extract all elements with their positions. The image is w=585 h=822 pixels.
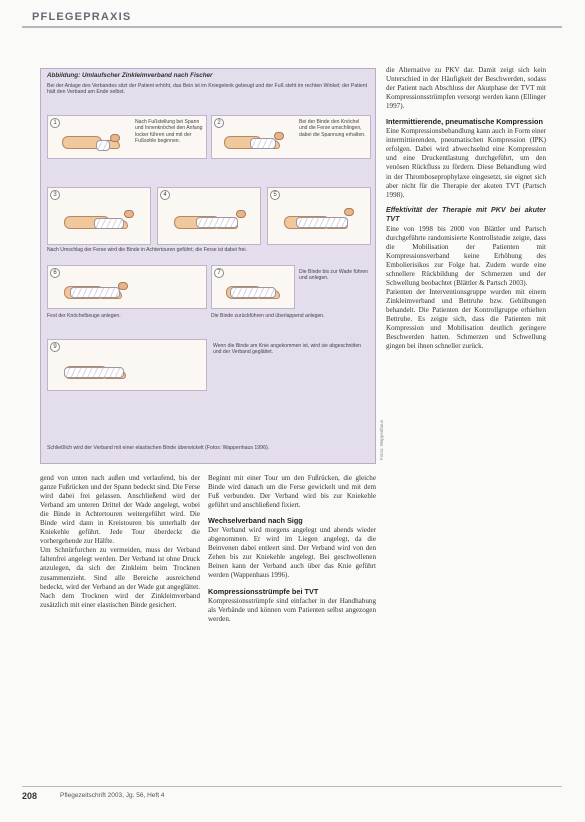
step-panel-7 — [211, 265, 295, 309]
paragraph: Beginnt mit einer Tour um den Fußrücken, die gleiche Binde wird danach um die Ferse gewickelt und mit dem Fuß verbunden. Der Verband wird bis zur Kniekehle geführt und anschließend fixiert. — [208, 474, 376, 510]
step-panel-6 — [47, 265, 207, 309]
text-column-right — [386, 66, 546, 784]
step-note-2: Bei der Binde den Knöchel und die Ferse umschlingen, dabei die Spannung erhalten. — [299, 119, 366, 138]
paragraph: Patienten der Interventionsgruppe wurden mit einem Zinkleimverband und Bettruhe bzw. Gehübungen behandelt. Die Patienten der Kontrollgruppe erhielten Bettruhe. Es zeigte sich, dass die Patienten mit Kompression und Mobilisation deutlich geringere Beschwerden hatten. Schmerzen und Schwellung gingen bei ihnen schneller zurück. — [386, 288, 546, 351]
section-heading: Wechselverband nach Sigg — [208, 516, 303, 526]
step-number: 6 — [50, 268, 60, 278]
step-number: 9 — [50, 342, 60, 352]
step-note-6: Die Binde bis zur Wade führen und anlegen. — [299, 269, 368, 282]
step-note-9: Wenn die Binde am Knie angekommen ist, wird sie abgeschnitten und der Verband geglättet. — [213, 343, 361, 356]
section-subheading: Effektivität der Therapie mit PKV bei akuter TVT — [386, 205, 546, 223]
figure-footnote: Schließlich wird der Verband mit einer elastischen Binde überwickelt (Fotos: Wappenhaus 1996). — [47, 445, 270, 451]
step-number: 4 — [160, 190, 170, 200]
step-number: 1 — [50, 118, 60, 128]
figure-box — [40, 68, 376, 464]
step-number: 2 — [214, 118, 224, 128]
text-column-left — [40, 474, 200, 784]
step-panel-3 — [47, 187, 151, 245]
step-panel-4 — [157, 187, 261, 245]
page-header — [22, 8, 562, 28]
section-heading: Intermittierende, pneumatische Kompression — [386, 117, 543, 127]
photo-credit: Fotos: Wappenhaus — [379, 419, 384, 460]
section-title: PFLEGEPRAXIS — [32, 11, 132, 23]
step-panel-9 — [47, 339, 207, 391]
figure-caption: Abbildung: Umlaufscher Zinkleimverband nach Fischer — [47, 72, 213, 79]
paragraph: Der Verband wird morgens angelegt und abends wieder abgenommen. Er wird im Liegen angelegt, da die Beinvenen dabei entleert sind. Der Verband wird von den Zehen bis zur Kniekehle angelegt. Bei geschwollenen Beinen kann der Verband auch über das Knie geführt werden (Wappenhaus 1996). — [208, 526, 376, 580]
paragraph: Kompressionsstrümpfe sind einfacher in der Handhabung als Verbände und können vom Patienten selbst angezogen werden. — [208, 596, 376, 623]
paragraph: die Alternative zu PKV dar. Damit zeigt sich kein Unterschied in der Häufigkeit der Beschwerden, sodass der Patient nach Abschluss der Akutphase der TVT mit Kompressionsstrümpfen versorgt werden kann (Ellinger 1997). — [386, 66, 546, 111]
figure-intro: Bei der Anlage des Verbandes sitzt der Patient erhöht, das Bein ist im Kniegelenk gebeugt und der Fuß steht im rechten Winkel; der Patient hält den Verband am Ende selbst. — [47, 83, 368, 96]
section-heading: Kompressionsstrümpfe bei TVT — [208, 586, 319, 596]
step-note-1: Nach Fußstellung bei Spann und Innenknöchel den Anfang locker führen und mit der Fußsohle beginnen. — [135, 119, 203, 144]
middle-note: Nach Umschlag der Ferse wird die Binde in Achtertouren geführt, die Ferse ist dabei frei. — [47, 247, 247, 253]
paragraph: gend von unten nach außen und verlaufend, bis der ganze Fußrücken und der Spann bedeckt sind. Die Ferse wird dabei frei gelassen. Anschließend wird der Verband am unteren Drittel der Wade angelegt, wobei die Binde in Achtertouren weitergeführt wird. Die Binde wird dann in Kreistouren bis unterhalb der Kniekehle geführt. Jede Tour überdeckt die vorhergehende zur Hälfte. — [40, 474, 200, 546]
paragraph: Um Schnürfurchen zu vermeiden, muss der Verband faltenfrei angelegt werden. Der Verband ist ohne Druck anzulegen, da sich der Zinkleim beim Trocknen zusammenzieht. Sind alle Bereiche ausreichend bedeckt, wird der Verband an der Wade gut angeglättet. Nach dem Trocknen wird der Zinkleimverband zusätzlich mit einer elastischen Binde gesichert. — [40, 546, 200, 609]
step-note-8: Die Binde zurückführen und überlappend anlegen. — [211, 313, 325, 319]
step-panel-5 — [267, 187, 371, 245]
paragraph: Eine Kompressionsbehandlung kann auch in Form einer intermittierenden, pneumatischen Kompression (IPK) erfolgen. Dabei wird abwechselnd eine Kompression und eine Druckentlastung durchgeführt, um den venösen Rückfluss zu fördern. Diese Behandlung wird in der Thromboseprophylaxe eingesetzt, sie eignet sich aber nicht für die Therapie der akuten TVT (Partsch 1998). — [386, 127, 546, 199]
step-number: 3 — [50, 190, 60, 200]
text-column-center — [208, 474, 376, 784]
page-footer — [22, 786, 562, 806]
page-number: 208 — [22, 791, 38, 801]
paragraph: Eine von 1998 bis 2000 von Blättler und Partsch durchgeführte randomisierte Kontrollstudie zeigte, dass die Mobilisation der Patienten mit Kompressionsverband keine Erhöhung des Embolierisikos zur Folge hat. Zudem wurde eine schnellere Rückbildung der Schmerzen und der Schwellung beobachtet (Blättler & Partsch 2003). — [386, 224, 546, 288]
step-number: 7 — [214, 268, 224, 278]
step-number: 5 — [270, 190, 280, 200]
journal-citation: Pflegezeitschrift 2003, Jg. 56, Heft 4 — [60, 792, 165, 799]
step-note-7: Fest der Knöchelbeuge anlegen. — [47, 313, 121, 319]
